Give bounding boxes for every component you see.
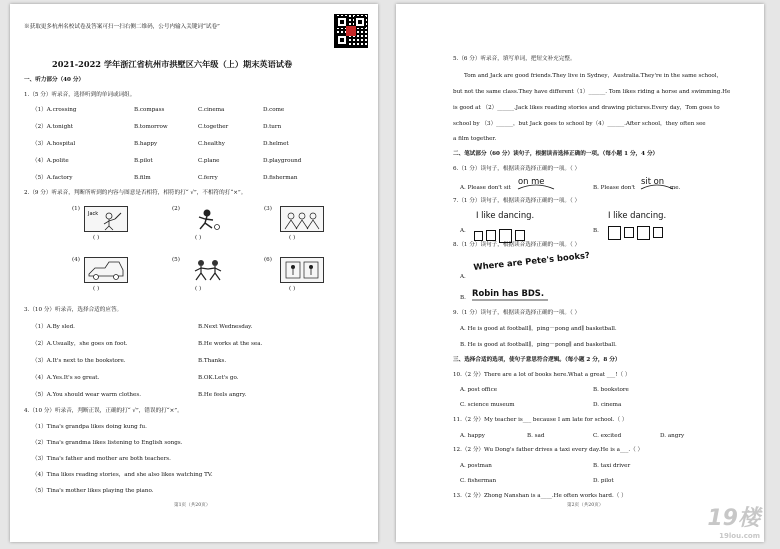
q1-4-c: C.plane [198, 158, 220, 164]
q2-answer-6[interactable]: ( ) [289, 286, 296, 292]
exam-page-1 [10, 4, 378, 542]
q13-stem: 13.（2 分）Zhong Nanshan is a____.He often works hard.（ ） [453, 493, 627, 499]
q12-option-b: B. taxi driver [593, 463, 631, 469]
q3-4-a: （4）A.Yes.It's so great. [32, 375, 100, 381]
q8-option-b: B. [460, 295, 466, 301]
q3-stem: 3.（10 分）听录音，选择合适的应答。 [24, 307, 123, 313]
q4-item-2: （2）Tina's grandma likes listening to English songs. [32, 440, 183, 446]
q1-1-a: （1）A.crossing [32, 107, 77, 113]
q6-option-b: B. Please don't [593, 185, 636, 191]
q2-label-4: (4) [72, 257, 80, 263]
q2-label-6: (6) [264, 257, 272, 263]
q5-line-5: a film together. [453, 136, 497, 142]
q1-1-c: C.cinema [198, 107, 225, 113]
q12-option-c: C. fisherman [460, 478, 497, 484]
q1-1-b: B.compass [134, 107, 165, 113]
q2-label-5: (5) [172, 257, 180, 263]
q2-picture-3 [280, 206, 324, 232]
q1-5-b: B.film [134, 175, 151, 181]
q8-option-a-handwriting: Where are Pete's books? [472, 249, 591, 272]
q7-option-a-handwriting: I like dancing. [476, 210, 535, 220]
watermark-logo-text: 19楼 [707, 506, 760, 531]
qr-code-icon [334, 14, 368, 48]
q1-3-b: B.happy [134, 141, 158, 147]
q12-stem: 12.（2 分）Wu Dong's father drives a taxi every day.He is a___.（ ） [453, 447, 644, 453]
q7-option-b: B. [593, 228, 599, 234]
q3-2-a: （2）A.Usually，she goes on foot. [32, 341, 128, 347]
q10-option-b: B. bookstore [593, 387, 629, 393]
q1-2-b: B.tomorrow [134, 124, 168, 130]
q1-3-d: D.helmet [263, 141, 289, 147]
watermark-site: 19lou.com [719, 532, 760, 540]
watermark-logo [707, 501, 760, 540]
q4-stem: 4.（10 分）听录音，判断正误，正确的打“ √”，错误的打“×”。 [24, 408, 183, 414]
q3-3-b: B.Thanks. [198, 358, 227, 364]
q2-picture-6 [280, 257, 324, 283]
q2-label-1: (1) [72, 206, 80, 212]
header-note: ※获取更多杭州名校试卷及答案可扫一扫右侧二维码，公号内输入关键词“试卷” [24, 24, 220, 30]
q5-stem: 5.（6 分）听录音，填写单词，把短文补充完整。 [453, 56, 576, 62]
q6-option-b-handwriting: sit on [641, 176, 665, 186]
q4-item-3: （3）Tina's father and mother are both teachers. [32, 456, 171, 462]
q1-stem: 1.（5 分）听录音，选择听到的单词或词组。 [24, 92, 136, 98]
q4-item-5: （5）Tina's mother likes playing the piano. [32, 488, 154, 494]
q8-b-link-mark [470, 297, 550, 303]
q2-label-2: (2) [172, 206, 180, 212]
q1-5-c: C.ferry [198, 175, 218, 181]
q3-3-a: （3）A.It's next to the bookstore. [32, 358, 126, 364]
q8-stem: 8.（1 分）读句子，根据读音选择正确的一项。（ ） [453, 242, 581, 248]
section-listening: 一、听力部分（40 分） [24, 77, 85, 83]
q9-option-a: A. He is good at football∥，ping－pong and∥ basketball. [460, 326, 617, 332]
q5-line-2: but not the same class.They have different（1）______. Tom likes riding a horse and swimming.He [453, 89, 731, 95]
q3-5-b: B.He feels angry. [198, 392, 247, 398]
q2-picture-5 [186, 257, 230, 283]
q3-5-a: （5）A.You should wear warm clothes. [32, 392, 141, 398]
q5-line-1: Tom and Jack are good friends.They live in Sydney，Australia.They're in the same school， [464, 73, 723, 79]
q2-stem: 2.（9 分）听录音，判断所听到的内容与图意是否相符，相符的打“ √”，不相符的打“×”。 [24, 190, 247, 196]
q7-option-a: A. [460, 228, 466, 234]
q9-option-b: B. He is good at football∥，ping－pong∥ and basketball. [460, 342, 617, 348]
q1-4-d: D.playground [263, 158, 302, 164]
q5-line-3: is good at （2）______.Jack likes reading stories and drawing pictures.Every day，Tom goes to [453, 105, 720, 111]
q7-option-b-handwriting: I like dancing. [608, 210, 667, 220]
q3-1-a: （1）A.By sled. [32, 324, 75, 330]
page-number-1: 第1页（共20页） [174, 503, 211, 508]
q6-option-b-end: me. [670, 185, 681, 191]
q7-stem: 7.（1 分）读句子，根据读音选择正确的一项。（ ） [453, 198, 581, 204]
page-number-2: 第2页（共20页） [567, 503, 604, 508]
q1-2-d: D.turn [263, 124, 282, 130]
q2-answer-1[interactable]: ( ) [93, 235, 100, 241]
q3-1-b: B.Next Wednesday. [198, 324, 253, 330]
q11-stem: 11.（2 分）My teacher is___ because I am late for school.（ ） [453, 417, 628, 423]
q2-answer-2[interactable]: ( ) [195, 235, 202, 241]
q2-label-3: (3) [264, 206, 272, 212]
q10-stem: 10.（2 分）There are a lot of books here.What a great ___!（ ） [453, 372, 631, 378]
q10-option-c: C. science museum [460, 402, 515, 408]
q8-option-b-handwriting: Robin has BDS. [472, 288, 545, 298]
q2-picture-2 [186, 206, 230, 232]
q1-5-a: （5）A.factory [32, 175, 73, 181]
exam-page-2 [396, 4, 764, 542]
q1-2-c: C.together [198, 124, 229, 130]
q7-option-b-stress-boxes [608, 222, 666, 241]
q11-option-d: D. angry [660, 433, 685, 439]
q11-option-b: B. sad [527, 433, 545, 439]
q9-stem: 9.（1 分）读句子，根据读音选择正确的一项。（ ） [453, 310, 581, 316]
section-written: 二、笔试部分（60 分）读句子，根据读音选择正确的一项。（每小题 1 分，4 分） [453, 151, 659, 157]
q1-5-d: D.fisherman [263, 175, 298, 181]
q5-line-4: school by （3）______，but Jack goes to school by（4）______.After school，they often see [453, 121, 706, 127]
q6-a-link-mark [516, 183, 556, 191]
q2-answer-5[interactable]: ( ) [195, 286, 202, 292]
q2-picture-1 [84, 206, 128, 232]
q10-option-d: D. cinema [593, 402, 622, 408]
q6-option-a: A. Please don't sit [460, 185, 511, 191]
q2-picture-word: Jack [88, 211, 99, 217]
q2-answer-4[interactable]: ( ) [93, 286, 100, 292]
q12-option-d: D. pilot [593, 478, 614, 484]
q8-option-a: A. [460, 274, 466, 280]
q3-4-b: B.OK.Let's go. [198, 375, 239, 381]
q2-picture-4 [84, 257, 128, 283]
q4-item-4: （4）Tina likes reading stories，and she also likes watching TV. [32, 472, 213, 478]
q1-2-a: （2）A.tonight [32, 124, 74, 130]
q1-4-a: （4）A.polite [32, 158, 69, 164]
q6-stem: 6.（1 分）读句子，根据读音选择正确的一项。（ ） [453, 166, 581, 172]
exam-title: 2021-2022 学年浙江省杭州市拱墅区六年级（上）期末英语试卷 [52, 59, 293, 69]
q1-4-b: B.pilot [134, 158, 153, 164]
q4-item-1: （1）Tina's grandpa likes doing kung fu. [32, 424, 147, 430]
q11-option-c: C. excited [593, 433, 622, 439]
q3-2-b: B.He works at the sea. [198, 341, 263, 347]
q2-answer-3[interactable]: ( ) [289, 235, 296, 241]
q1-3-a: （3）A.hospital [32, 141, 76, 147]
q11-option-a: A. happy [460, 433, 485, 439]
q12-option-a: A. postman [460, 463, 492, 469]
q1-3-c: C.healthy [198, 141, 225, 147]
q10-option-a: A. post office [460, 387, 498, 393]
q1-1-d: D.come [263, 107, 285, 113]
q6-option-a-handwriting: on me [518, 176, 545, 186]
section-logic: 三、选择合适的选项，使句子意思符合逻辑。（每小题 2 分，8 分） [453, 357, 621, 363]
